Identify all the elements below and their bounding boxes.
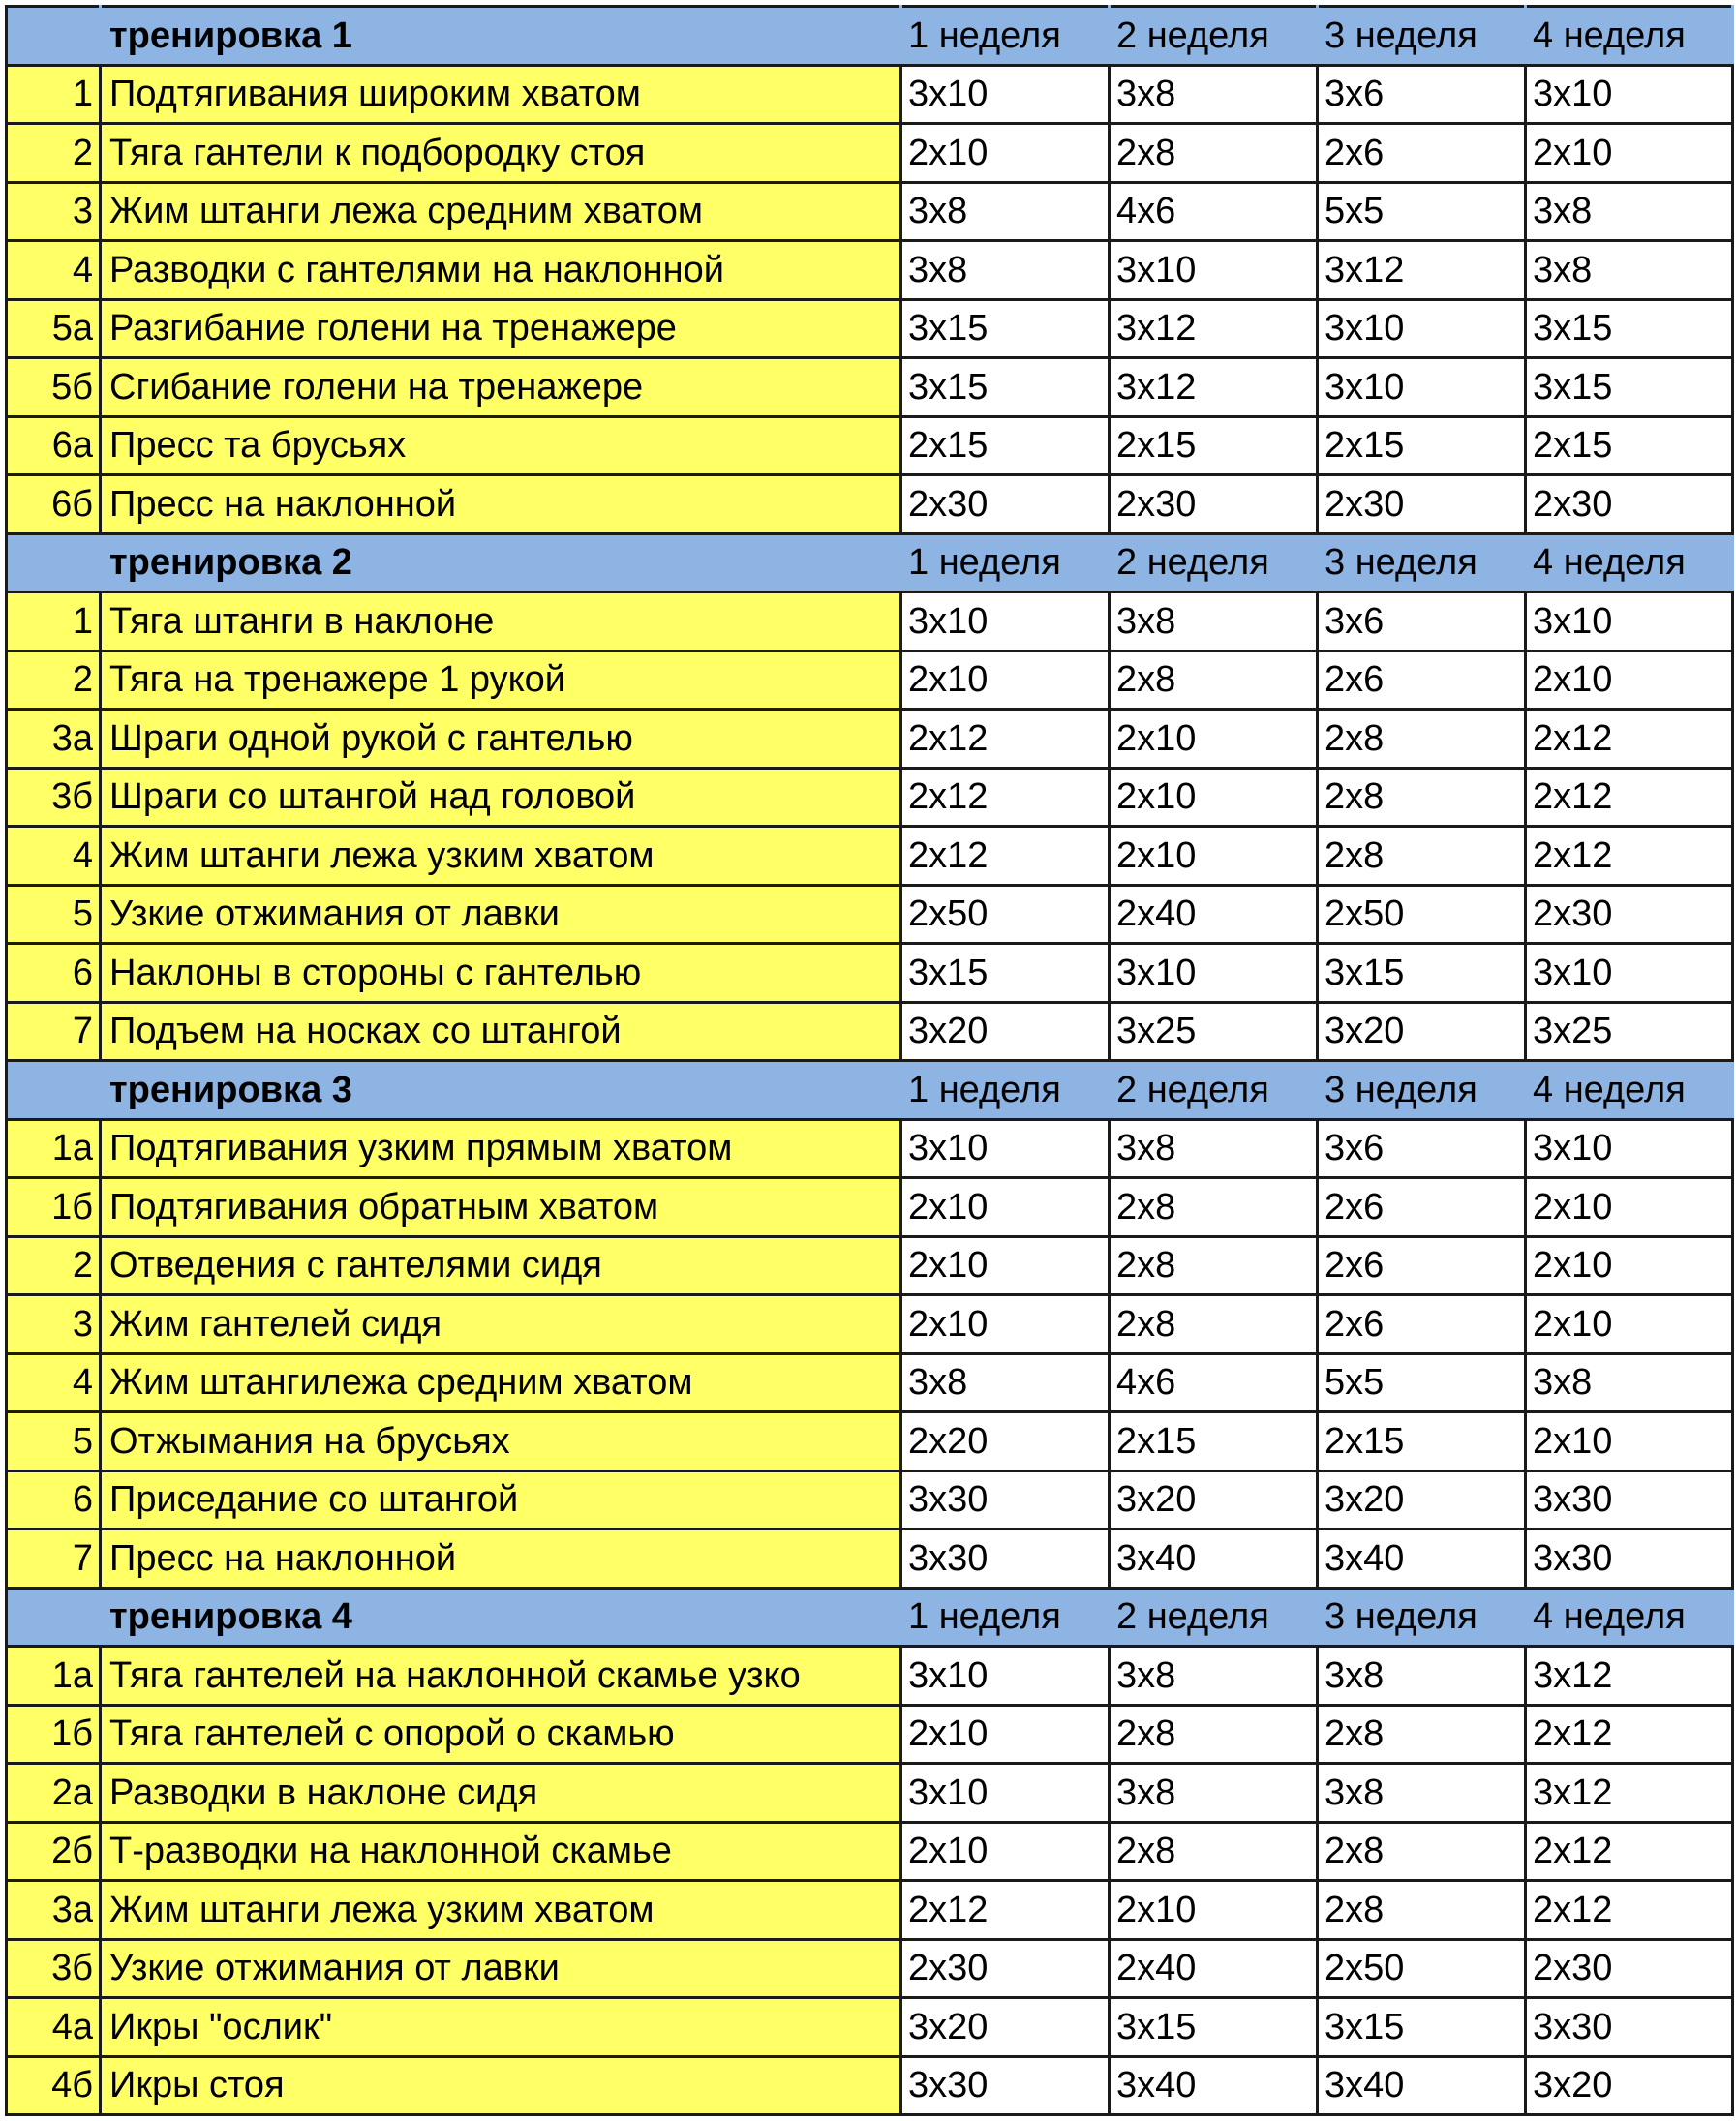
- exercise-number: 3: [7, 1295, 101, 1354]
- week-1-value: 2x10: [901, 124, 1110, 183]
- week-2-value: 3x10: [1110, 241, 1318, 300]
- exercise-number: 3а: [7, 1881, 101, 1940]
- week-4-value: 3x20: [1526, 2056, 1733, 2115]
- week-1-value: 2x10: [901, 1236, 1110, 1295]
- exercise-name: Разгибание голени на тренажере: [101, 299, 901, 358]
- week-3-value: 2x8: [1318, 710, 1526, 769]
- exercise-row: [7, 885, 1733, 944]
- week-4-value: 3x25: [1526, 1002, 1733, 1061]
- exercise-name: Подтягивания широким хватом: [101, 65, 901, 124]
- exercise-row: [7, 1939, 1733, 1998]
- exercise-number: 7: [7, 1002, 101, 1061]
- week-1-value: 3x8: [901, 182, 1110, 241]
- exercise-number: 7: [7, 1530, 101, 1589]
- section-title: тренировка 3: [101, 1061, 901, 1120]
- exercise-name: Узкие отжимания от лавки: [101, 1939, 901, 1998]
- week-header-3: 3 неделя: [1318, 1588, 1526, 1647]
- exercise-number: 6а: [7, 416, 101, 475]
- exercise-row: [7, 1764, 1733, 1823]
- exercise-name: Жим штангилежа средним хватом: [101, 1353, 901, 1412]
- exercise-row: [7, 944, 1733, 1003]
- exercise-number: 4: [7, 241, 101, 300]
- exercise-name: Икры "ослик": [101, 1998, 901, 2057]
- exercise-number: 2а: [7, 1764, 101, 1823]
- exercise-name: Тяга гантели к подбородку стоя: [101, 124, 901, 183]
- section-title: тренировка 4: [101, 1588, 901, 1647]
- exercise-number: 1: [7, 65, 101, 124]
- week-2-value: 2x10: [1110, 768, 1318, 827]
- week-3-value: 3x15: [1318, 1998, 1526, 2057]
- week-1-value: 3x20: [901, 1998, 1110, 2057]
- exercise-row: [7, 1881, 1733, 1940]
- header-number-cell: [7, 7, 101, 66]
- exercise-number: 6: [7, 1470, 101, 1530]
- exercise-row: [7, 1998, 1733, 2057]
- exercise-name: Подтягивания узким прямым хватом: [101, 1119, 901, 1178]
- week-4-value: 2x12: [1526, 1822, 1733, 1881]
- exercise-row: [7, 2056, 1733, 2115]
- week-3-value: 3x6: [1318, 592, 1526, 651]
- week-2-value: 2x15: [1110, 1412, 1318, 1471]
- week-3-value: 3x6: [1318, 1119, 1526, 1178]
- week-1-value: 2x50: [901, 885, 1110, 944]
- week-header-2: 2 неделя: [1110, 1588, 1318, 1647]
- week-3-value: 5x5: [1318, 182, 1526, 241]
- week-2-value: 4x6: [1110, 182, 1318, 241]
- week-4-value: 3x8: [1526, 182, 1733, 241]
- week-4-value: 2x12: [1526, 827, 1733, 886]
- exercise-row: [7, 651, 1733, 710]
- exercise-name: Отжымания на брусьях: [101, 1412, 901, 1471]
- week-1-value: 3x10: [901, 592, 1110, 651]
- week-3-value: 2x6: [1318, 1295, 1526, 1354]
- week-1-value: 3x10: [901, 65, 1110, 124]
- week-2-value: 3x8: [1110, 1764, 1318, 1823]
- week-3-value: 2x8: [1318, 768, 1526, 827]
- week-4-value: 2x15: [1526, 416, 1733, 475]
- week-3-value: 3x20: [1318, 1470, 1526, 1530]
- week-4-value: 2x10: [1526, 651, 1733, 710]
- exercise-name: Наклоны в стороны с гантелью: [101, 944, 901, 1003]
- week-2-value: 2x10: [1110, 827, 1318, 886]
- week-header-1: 1 неделя: [901, 1061, 1110, 1120]
- exercise-name: Шраги одной рукой с гантелью: [101, 710, 901, 769]
- week-3-value: 2x6: [1318, 651, 1526, 710]
- week-4-value: 3x10: [1526, 65, 1733, 124]
- week-1-value: 3x15: [901, 944, 1110, 1003]
- week-header-1: 1 неделя: [901, 533, 1110, 592]
- week-4-value: 2x10: [1526, 1178, 1733, 1237]
- week-3-value: 2x30: [1318, 475, 1526, 534]
- week-4-value: 3x12: [1526, 1764, 1733, 1823]
- week-3-value: 2x50: [1318, 1939, 1526, 1998]
- week-2-value: 2x8: [1110, 1236, 1318, 1295]
- week-header-4: 4 неделя: [1526, 7, 1733, 66]
- week-4-value: 2x30: [1526, 885, 1733, 944]
- week-3-value: 3x40: [1318, 1530, 1526, 1589]
- exercise-name: Пресс на наклонной: [101, 475, 901, 534]
- exercise-name: Приседание со штангой: [101, 1470, 901, 1530]
- week-2-value: 3x8: [1110, 1119, 1318, 1178]
- week-4-value: 2x10: [1526, 1295, 1733, 1354]
- week-1-value: 2x30: [901, 475, 1110, 534]
- exercise-row: [7, 124, 1733, 183]
- exercise-name: Узкие отжимания от лавки: [101, 885, 901, 944]
- exercise-row: [7, 358, 1733, 417]
- exercise-number: 2б: [7, 1822, 101, 1881]
- week-1-value: 3x15: [901, 299, 1110, 358]
- week-3-value: 2x6: [1318, 124, 1526, 183]
- exercise-row: [7, 1530, 1733, 1589]
- week-1-value: 2x30: [901, 1939, 1110, 1998]
- week-1-value: 3x20: [901, 1002, 1110, 1061]
- week-2-value: 3x25: [1110, 1002, 1318, 1061]
- week-2-value: 2x10: [1110, 710, 1318, 769]
- week-4-value: 2x12: [1526, 1705, 1733, 1764]
- week-4-value: 3x15: [1526, 299, 1733, 358]
- exercise-number: 4: [7, 827, 101, 886]
- exercise-name: Тяга на тренажере 1 рукой: [101, 651, 901, 710]
- exercise-number: 1: [7, 592, 101, 651]
- exercise-name: Жим гантелей сидя: [101, 1295, 901, 1354]
- exercise-number: 4: [7, 1353, 101, 1412]
- header-number-cell: [7, 533, 101, 592]
- week-2-value: 2x8: [1110, 1822, 1318, 1881]
- week-2-value: 3x8: [1110, 1647, 1318, 1706]
- exercise-row: [7, 1002, 1733, 1061]
- exercise-name: Отведения с гантелями сидя: [101, 1236, 901, 1295]
- exercise-name: Пресс на наклонной: [101, 1530, 901, 1589]
- exercise-name: Т-разводки на наклонной скамье: [101, 1822, 901, 1881]
- week-4-value: 2x12: [1526, 1881, 1733, 1940]
- week-1-value: 2x12: [901, 768, 1110, 827]
- week-4-value: 2x12: [1526, 710, 1733, 769]
- week-2-value: 3x20: [1110, 1470, 1318, 1530]
- exercise-number: 6б: [7, 475, 101, 534]
- exercise-name: Жим штанги лежа узким хватом: [101, 827, 901, 886]
- week-2-value: 2x8: [1110, 651, 1318, 710]
- exercise-row: [7, 1647, 1733, 1706]
- week-2-value: 2x8: [1110, 124, 1318, 183]
- week-3-value: 2x8: [1318, 1822, 1526, 1881]
- week-2-value: 2x40: [1110, 885, 1318, 944]
- exercise-number: 5: [7, 1412, 101, 1471]
- exercise-name: Тяга гантелей с опорой о скамью: [101, 1705, 901, 1764]
- exercise-row: [7, 1822, 1733, 1881]
- exercise-name: Жим штанги лежа средним хватом: [101, 182, 901, 241]
- week-4-value: 2x10: [1526, 1412, 1733, 1471]
- week-1-value: 2x10: [901, 651, 1110, 710]
- week-1-value: 2x10: [901, 1295, 1110, 1354]
- week-header-2: 2 неделя: [1110, 533, 1318, 592]
- exercise-row: [7, 1295, 1733, 1354]
- exercise-name: Подтягивания обратным хватом: [101, 1178, 901, 1237]
- exercise-number: 1а: [7, 1647, 101, 1706]
- exercise-number: 4б: [7, 2056, 101, 2115]
- week-header-1: 1 неделя: [901, 1588, 1110, 1647]
- week-2-value: 3x40: [1110, 2056, 1318, 2115]
- week-4-value: 2x10: [1526, 1236, 1733, 1295]
- exercise-row: [7, 475, 1733, 534]
- exercise-row: [7, 241, 1733, 300]
- week-3-value: 3x20: [1318, 1002, 1526, 1061]
- exercise-name: Тяга штанги в наклоне: [101, 592, 901, 651]
- exercise-row: [7, 1705, 1733, 1764]
- week-4-value: 3x15: [1526, 358, 1733, 417]
- exercise-row: [7, 299, 1733, 358]
- workout-table: [5, 5, 1734, 2116]
- exercise-number: 1а: [7, 1119, 101, 1178]
- week-3-value: 2x8: [1318, 1881, 1526, 1940]
- exercise-number: 6: [7, 944, 101, 1003]
- week-2-value: 3x40: [1110, 1530, 1318, 1589]
- week-2-value: 2x8: [1110, 1295, 1318, 1354]
- exercise-number: 5а: [7, 299, 101, 358]
- week-2-value: 3x15: [1110, 1998, 1318, 2057]
- exercise-number: 2: [7, 124, 101, 183]
- exercise-name: Жим штанги лежа узким хватом: [101, 1881, 901, 1940]
- week-2-value: 3x10: [1110, 944, 1318, 1003]
- exercise-row: [7, 1236, 1733, 1295]
- week-3-value: 3x8: [1318, 1647, 1526, 1706]
- week-1-value: 3x30: [901, 1470, 1110, 1530]
- header-number-cell: [7, 1588, 101, 1647]
- exercise-number: 5б: [7, 358, 101, 417]
- week-header-2: 2 неделя: [1110, 1061, 1318, 1120]
- exercise-row: [7, 1353, 1733, 1412]
- week-4-value: 3x30: [1526, 1998, 1733, 2057]
- exercise-number: 2: [7, 651, 101, 710]
- week-header-3: 3 неделя: [1318, 1061, 1526, 1120]
- week-2-value: 3x8: [1110, 592, 1318, 651]
- week-3-value: 2x15: [1318, 416, 1526, 475]
- exercise-number: 1б: [7, 1178, 101, 1237]
- week-1-value: 3x10: [901, 1647, 1110, 1706]
- week-2-value: 2x15: [1110, 416, 1318, 475]
- exercise-number: 5: [7, 885, 101, 944]
- week-4-value: 2x30: [1526, 475, 1733, 534]
- exercise-row: [7, 1470, 1733, 1530]
- week-3-value: 2x8: [1318, 1705, 1526, 1764]
- exercise-row: [7, 182, 1733, 241]
- week-3-value: 2x8: [1318, 827, 1526, 886]
- exercise-name: Разводки с гантелями на наклонной: [101, 241, 901, 300]
- week-1-value: 2x12: [901, 1881, 1110, 1940]
- section-title: тренировка 1: [101, 7, 901, 66]
- exercise-row: [7, 1412, 1733, 1471]
- week-4-value: 2x12: [1526, 768, 1733, 827]
- week-4-value: 3x10: [1526, 944, 1733, 1003]
- week-3-value: 3x10: [1318, 358, 1526, 417]
- week-3-value: 3x15: [1318, 944, 1526, 1003]
- exercise-number: 3б: [7, 768, 101, 827]
- week-1-value: 3x10: [901, 1764, 1110, 1823]
- week-1-value: 3x30: [901, 1530, 1110, 1589]
- week-2-value: 4x6: [1110, 1353, 1318, 1412]
- week-4-value: 3x8: [1526, 1353, 1733, 1412]
- week-header-4: 4 неделя: [1526, 1061, 1733, 1120]
- week-3-value: 3x12: [1318, 241, 1526, 300]
- week-1-value: 3x15: [901, 358, 1110, 417]
- exercise-row: [7, 827, 1733, 886]
- week-2-value: 2x40: [1110, 1939, 1318, 1998]
- week-2-value: 2x30: [1110, 475, 1318, 534]
- exercise-name: Разводки в наклоне сидя: [101, 1764, 901, 1823]
- exercise-row: [7, 592, 1733, 651]
- week-header-3: 3 неделя: [1318, 7, 1526, 66]
- week-4-value: 3x30: [1526, 1470, 1733, 1530]
- exercise-name: Подъем на носках со штангой: [101, 1002, 901, 1061]
- exercise-row: [7, 710, 1733, 769]
- exercise-number: 4а: [7, 1998, 101, 2057]
- week-2-value: 2x8: [1110, 1705, 1318, 1764]
- exercise-row: [7, 416, 1733, 475]
- week-1-value: 2x12: [901, 710, 1110, 769]
- section-header-row: [7, 1588, 1733, 1647]
- week-3-value: 2x6: [1318, 1236, 1526, 1295]
- week-4-value: 3x10: [1526, 592, 1733, 651]
- week-2-value: 3x12: [1110, 358, 1318, 417]
- exercise-number: 1б: [7, 1705, 101, 1764]
- week-header-2: 2 неделя: [1110, 7, 1318, 66]
- week-2-value: 3x8: [1110, 65, 1318, 124]
- week-1-value: 3x30: [901, 2056, 1110, 2115]
- week-4-value: 3x12: [1526, 1647, 1733, 1706]
- exercise-name: Тяга гантелей на наклонной скамье узко: [101, 1647, 901, 1706]
- exercise-number: 3б: [7, 1939, 101, 1998]
- exercise-row: [7, 65, 1733, 124]
- week-1-value: 2x12: [901, 827, 1110, 886]
- week-2-value: 3x12: [1110, 299, 1318, 358]
- week-4-value: 3x10: [1526, 1119, 1733, 1178]
- week-1-value: 2x10: [901, 1822, 1110, 1881]
- week-1-value: 3x8: [901, 241, 1110, 300]
- week-4-value: 3x8: [1526, 241, 1733, 300]
- week-1-value: 3x10: [901, 1119, 1110, 1178]
- exercise-number: 3: [7, 182, 101, 241]
- week-header-3: 3 неделя: [1318, 533, 1526, 592]
- section-header-row: [7, 533, 1733, 592]
- exercise-name: Шраги со штангой над головой: [101, 768, 901, 827]
- exercise-name: Сгибание голени на тренажере: [101, 358, 901, 417]
- week-3-value: 2x15: [1318, 1412, 1526, 1471]
- week-header-1: 1 неделя: [901, 7, 1110, 66]
- header-number-cell: [7, 1061, 101, 1120]
- week-header-4: 4 неделя: [1526, 533, 1733, 592]
- week-header-4: 4 неделя: [1526, 1588, 1733, 1647]
- week-1-value: 3x8: [901, 1353, 1110, 1412]
- week-4-value: 2x30: [1526, 1939, 1733, 1998]
- week-4-value: 3x30: [1526, 1530, 1733, 1589]
- exercise-name: Икры стоя: [101, 2056, 901, 2115]
- exercise-row: [7, 768, 1733, 827]
- week-3-value: 5x5: [1318, 1353, 1526, 1412]
- week-1-value: 2x20: [901, 1412, 1110, 1471]
- section-header-row: [7, 1061, 1733, 1120]
- week-1-value: 2x10: [901, 1705, 1110, 1764]
- week-4-value: 2x10: [1526, 124, 1733, 183]
- week-3-value: 3x6: [1318, 65, 1526, 124]
- section-header-row: [7, 7, 1733, 66]
- week-1-value: 2x10: [901, 1178, 1110, 1237]
- section-title: тренировка 2: [101, 533, 901, 592]
- week-3-value: 3x40: [1318, 2056, 1526, 2115]
- week-3-value: 2x50: [1318, 885, 1526, 944]
- exercise-number: 2: [7, 1236, 101, 1295]
- week-3-value: 2x6: [1318, 1178, 1526, 1237]
- exercise-row: [7, 1178, 1733, 1237]
- exercise-number: 3а: [7, 710, 101, 769]
- week-1-value: 2x15: [901, 416, 1110, 475]
- exercise-row: [7, 1119, 1733, 1178]
- exercise-name: Пресс та брусьях: [101, 416, 901, 475]
- week-3-value: 3x10: [1318, 299, 1526, 358]
- week-3-value: 3x8: [1318, 1764, 1526, 1823]
- week-2-value: 2x8: [1110, 1178, 1318, 1237]
- week-2-value: 2x10: [1110, 1881, 1318, 1940]
